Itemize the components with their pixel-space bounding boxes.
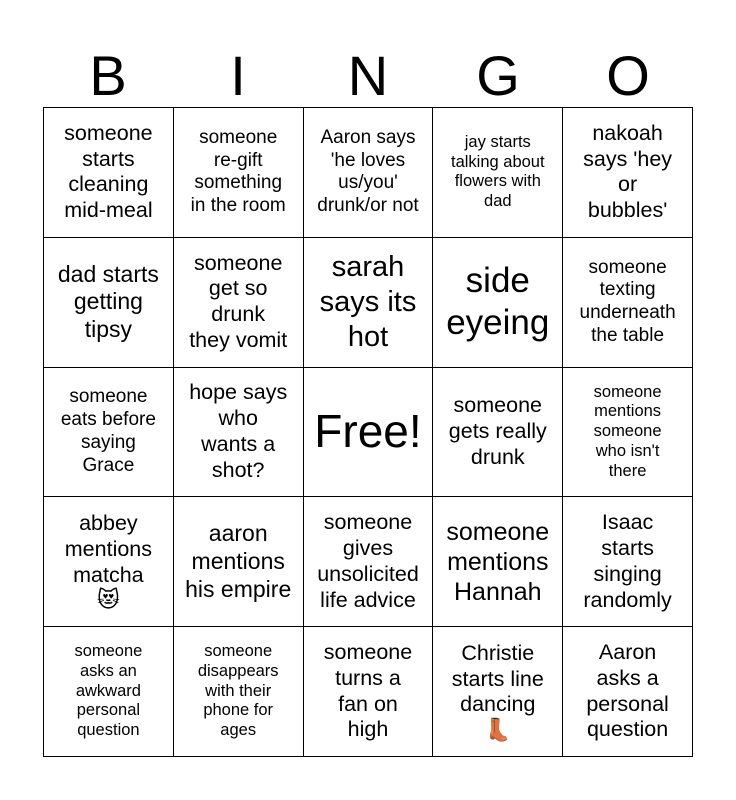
cell-text: aaron mentions his empire (185, 520, 292, 602)
cell-text: sarah says its hot (319, 251, 417, 353)
cell-text: Aaron says 'he loves us/you' drunk/or not (317, 126, 419, 217)
cell-text: hope says who wants a shot? (189, 380, 288, 482)
bingo-cell-r4c3[interactable] (304, 497, 434, 627)
cell-text: Isaac starts singing randomly (583, 510, 672, 612)
free-space-text: Free! (314, 405, 422, 458)
header-letter-o: O (606, 44, 650, 107)
bingo-cell-r5c5[interactable] (563, 627, 693, 757)
cell-text: someone texting underneath the table (579, 256, 676, 346)
header-letter-n: N (347, 44, 389, 107)
bingo-cell-r3c1[interactable] (44, 368, 174, 498)
cell-text: someone starts cleaning mid-meal (64, 120, 153, 223)
bingo-cell-r4c4[interactable] (433, 497, 563, 627)
cowboy-boot-icon: 👢 (484, 717, 512, 743)
bingo-cell-r3c2[interactable] (174, 368, 304, 498)
bingo-cell-r1c3[interactable] (304, 108, 434, 238)
bingo-cell-r1c2[interactable] (174, 108, 304, 238)
cell-text: someone asks an awkward personal question (74, 642, 143, 740)
bingo-cell-r2c3[interactable] (304, 238, 434, 368)
cell-text: someone gives unsolicited life advice (317, 510, 419, 612)
bingo-cell-r5c4[interactable] (433, 627, 563, 757)
header-letter-b: B (89, 44, 127, 107)
bingo-cell-r4c1[interactable] (44, 497, 174, 627)
bingo-cell-r4c2[interactable] (174, 497, 304, 627)
bingo-cell-r2c1[interactable] (44, 238, 174, 368)
cell-text: someone mentions someone who isn't there (593, 382, 662, 480)
cell-text: nakoah says 'hey or bubbles' (583, 120, 673, 223)
header-letter-g: G (476, 44, 520, 107)
cell-text: jay starts talking about flowers with dad (451, 132, 545, 211)
cell-text: someone turns a fan on high (323, 640, 413, 742)
bingo-cell-r2c4[interactable] (433, 238, 563, 368)
bingo-cell-r5c1[interactable] (44, 627, 174, 757)
bingo-cell-r4c5[interactable] (563, 497, 693, 627)
bingo-cell-r3c4[interactable] (433, 368, 563, 498)
cell-text: abbey mentions matcha (64, 511, 153, 587)
cell-text: side eyeing (446, 261, 550, 343)
cell-text: someone get so drunk they vomit (189, 250, 288, 352)
bingo-cell-r2c2[interactable] (174, 238, 304, 368)
bingo-cell-r1c5[interactable] (563, 108, 693, 238)
bingo-cell-r2c5[interactable] (563, 238, 693, 368)
bingo-cell-free[interactable] (304, 368, 434, 498)
bingo-cell-r1c1[interactable] (44, 108, 174, 238)
header-letter-i: I (230, 44, 246, 107)
cell-text: Christie starts line dancing (451, 640, 544, 717)
heart-eyes-cat-icon: 😻 (96, 587, 120, 613)
bingo-board (43, 107, 693, 757)
bingo-cell-r5c3[interactable] (304, 627, 434, 757)
cell-text: Aaron asks a personal question (586, 640, 669, 742)
bingo-header (43, 44, 693, 108)
cell-text: someone re-gift something in the room (190, 126, 286, 217)
cell-text: someone gets really drunk (448, 393, 547, 469)
cell-text: someone eats before saying Grace (60, 386, 156, 476)
bingo-cell-r1c4[interactable] (433, 108, 563, 238)
cell-text: someone mentions Hannah (446, 517, 550, 606)
cell-text: someone disappears with their phone for ages (197, 642, 279, 740)
bingo-cell-r3c5[interactable] (563, 368, 693, 498)
bingo-cell-r5c2[interactable] (174, 627, 304, 757)
cell-text: dad starts getting tipsy (57, 260, 159, 342)
